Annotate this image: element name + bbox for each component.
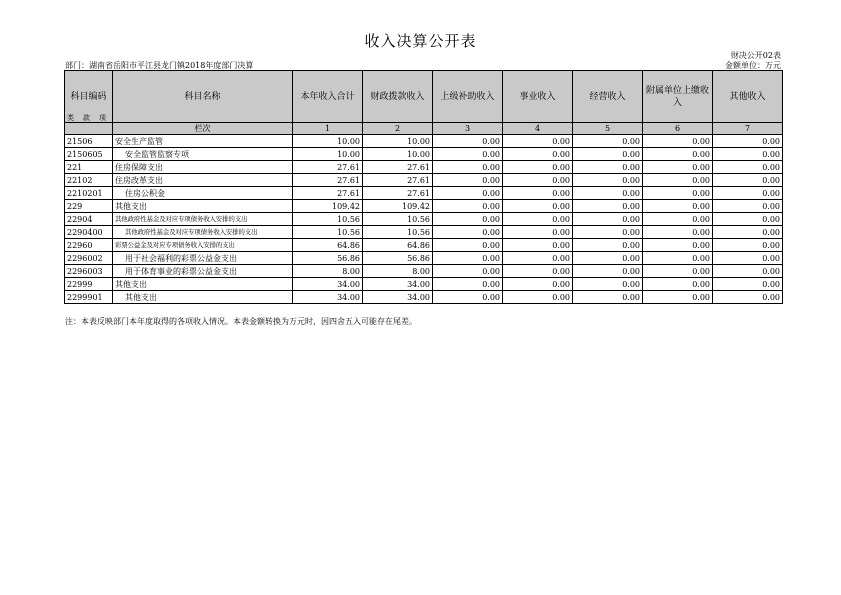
header-name: 科目名称 [113,71,293,123]
subject-name: 其他政府性基金及对应专项债务收入安排的支出 [113,213,293,226]
upper-amount: 0.00 [433,174,503,187]
table-row [65,174,783,187]
header-total: 本年收入合计 [293,71,363,123]
subunit-amount: 0.00 [643,291,713,304]
column-number-7: 7 [713,123,783,135]
header-business: 事业收入 [503,71,573,123]
operation-amount: 0.00 [573,148,643,161]
subject-code: 2296002 [65,252,113,265]
business-amount: 0.00 [503,226,573,239]
subject-code: 221 [65,161,113,174]
column-number-6: 6 [643,123,713,135]
business-amount: 0.00 [503,161,573,174]
column-number-5: 5 [573,123,643,135]
upper-amount: 0.00 [433,291,503,304]
header-operation: 经营收入 [573,71,643,123]
fiscal-amount: 10.56 [363,226,433,239]
subject-name: 安全生产监管 [113,135,293,148]
upper-amount: 0.00 [433,148,503,161]
subunit-amount: 0.00 [643,239,713,252]
total-amount: 10.56 [293,213,363,226]
other-amount: 0.00 [713,252,783,265]
header-code: 科目编码 类 款 项 [65,71,113,123]
upper-amount: 0.00 [433,226,503,239]
header-fiscal: 财政拨款收入 [363,71,433,123]
subunit-amount: 0.00 [643,187,713,200]
subject-code: 22102 [65,174,113,187]
level-label-lei: 类 [67,114,74,122]
table-row [65,226,783,239]
fiscal-amount: 34.00 [363,278,433,291]
total-amount: 34.00 [293,278,363,291]
subject-name: 其他支出 [113,278,293,291]
table-row [65,148,783,161]
column-number-4: 4 [503,123,573,135]
total-amount: 27.61 [293,187,363,200]
operation-amount: 0.00 [573,252,643,265]
subject-code: 22999 [65,278,113,291]
business-amount: 0.00 [503,239,573,252]
business-amount: 0.00 [503,278,573,291]
subunit-amount: 0.00 [643,200,713,213]
other-amount: 0.00 [713,265,783,278]
fiscal-amount: 34.00 [363,291,433,304]
subunit-amount: 0.00 [643,148,713,161]
header-upper: 上级补助收入 [433,71,503,123]
total-amount: 64.86 [293,239,363,252]
total-amount: 34.00 [293,291,363,304]
operation-amount: 0.00 [573,174,643,187]
upper-amount: 0.00 [433,213,503,226]
subject-code: 2150605 [65,148,113,161]
business-amount: 0.00 [503,174,573,187]
table-body [65,135,783,304]
upper-amount: 0.00 [433,200,503,213]
upper-amount: 0.00 [433,135,503,148]
level-label-xiang: 项 [99,114,106,122]
fiscal-amount: 10.56 [363,213,433,226]
subject-code: 2296003 [65,265,113,278]
fiscal-amount: 27.61 [363,187,433,200]
subject-code: 2210201 [65,187,113,200]
table-row [65,135,783,148]
subunit-amount: 0.00 [643,135,713,148]
subject-name: 其他政府性基金及对应专项债务收入安排的支出 [113,226,293,239]
subject-name: 彩票公益金及对应专项债务收入安排的支出 [113,239,293,252]
fiscal-amount: 8.00 [363,265,433,278]
business-amount: 0.00 [503,265,573,278]
operation-amount: 0.00 [573,187,643,200]
subject-name: 住房改革支出 [113,174,293,187]
other-amount: 0.00 [713,213,783,226]
column-row-code-cell [65,123,113,135]
column-number-3: 3 [433,123,503,135]
fiscal-amount: 56.86 [363,252,433,265]
subject-name: 用于体育事业的彩票公益金支出 [113,265,293,278]
business-amount: 0.00 [503,148,573,161]
form-code: 财决公开02表 [730,51,781,60]
upper-amount: 0.00 [433,161,503,174]
business-amount: 0.00 [503,291,573,304]
total-amount: 27.61 [293,174,363,187]
subunit-amount: 0.00 [643,278,713,291]
operation-amount: 0.00 [573,213,643,226]
page-title: 收入决算公开表 [364,32,477,50]
other-amount: 0.00 [713,135,783,148]
column-row-label: 栏次 [113,123,293,135]
table-row [65,161,783,174]
subunit-amount: 0.00 [643,265,713,278]
table-row [65,187,783,200]
fiscal-amount: 10.00 [363,148,433,161]
subject-name: 安全监管监察专项 [113,148,293,161]
upper-amount: 0.00 [433,187,503,200]
table-row [65,200,783,213]
other-amount: 0.00 [713,226,783,239]
operation-amount: 0.00 [573,291,643,304]
column-number-2: 2 [363,123,433,135]
header-subunit: 附属单位上缴收入 [643,71,713,123]
total-amount: 10.56 [293,226,363,239]
fiscal-amount: 109.42 [363,200,433,213]
amount-unit: 金额单位：万元 [725,61,781,70]
upper-amount: 0.00 [433,252,503,265]
fiscal-amount: 64.86 [363,239,433,252]
total-amount: 8.00 [293,265,363,278]
other-amount: 0.00 [713,278,783,291]
subject-code: 21506 [65,135,113,148]
total-amount: 27.61 [293,161,363,174]
business-amount: 0.00 [503,135,573,148]
subject-code: 229 [65,200,113,213]
table-note: 注：本表反映部门本年度取得的各项收入情况。本表金额转换为万元时，因四舍五入可能存在尾差。 [65,317,417,326]
business-amount: 0.00 [503,200,573,213]
other-amount: 0.00 [713,161,783,174]
header-other: 其他收入 [713,71,783,123]
income-table [64,70,783,304]
other-amount: 0.00 [713,291,783,304]
table-row [65,278,783,291]
subject-code: 2299901 [65,291,113,304]
operation-amount: 0.00 [573,161,643,174]
business-amount: 0.00 [503,252,573,265]
table-row [65,213,783,226]
subject-code: 2290400 [65,226,113,239]
total-amount: 109.42 [293,200,363,213]
operation-amount: 0.00 [573,200,643,213]
upper-amount: 0.00 [433,265,503,278]
business-amount: 0.00 [503,213,573,226]
operation-amount: 0.00 [573,239,643,252]
subunit-amount: 0.00 [643,226,713,239]
other-amount: 0.00 [713,200,783,213]
subunit-amount: 0.00 [643,252,713,265]
table-row [65,265,783,278]
subject-name: 其他支出 [113,291,293,304]
column-number-1: 1 [293,123,363,135]
subject-name: 住房保障支出 [113,161,293,174]
business-amount: 0.00 [503,187,573,200]
operation-amount: 0.00 [573,265,643,278]
subject-name: 住房公积金 [113,187,293,200]
other-amount: 0.00 [713,148,783,161]
table-row [65,252,783,265]
subunit-amount: 0.00 [643,174,713,187]
subject-code: 22960 [65,239,113,252]
upper-amount: 0.00 [433,278,503,291]
subunit-amount: 0.00 [643,161,713,174]
operation-amount: 0.00 [573,135,643,148]
total-amount: 10.00 [293,148,363,161]
subunit-amount: 0.00 [643,213,713,226]
department-label: 部门：湖南省岳阳市平江县龙门镇2018年度部门决算 [65,61,254,70]
table-row [65,239,783,252]
other-amount: 0.00 [713,187,783,200]
table-row [65,291,783,304]
total-amount: 56.86 [293,252,363,265]
subject-name: 其他支出 [113,200,293,213]
upper-amount: 0.00 [433,239,503,252]
other-amount: 0.00 [713,174,783,187]
fiscal-amount: 27.61 [363,161,433,174]
total-amount: 10.00 [293,135,363,148]
operation-amount: 0.00 [573,278,643,291]
fiscal-amount: 10.00 [363,135,433,148]
level-label-kuan: 款 [83,114,90,122]
subject-code: 22904 [65,213,113,226]
subject-name: 用于社会福利的彩票公益金支出 [113,252,293,265]
fiscal-amount: 27.61 [363,174,433,187]
other-amount: 0.00 [713,239,783,252]
operation-amount: 0.00 [573,226,643,239]
